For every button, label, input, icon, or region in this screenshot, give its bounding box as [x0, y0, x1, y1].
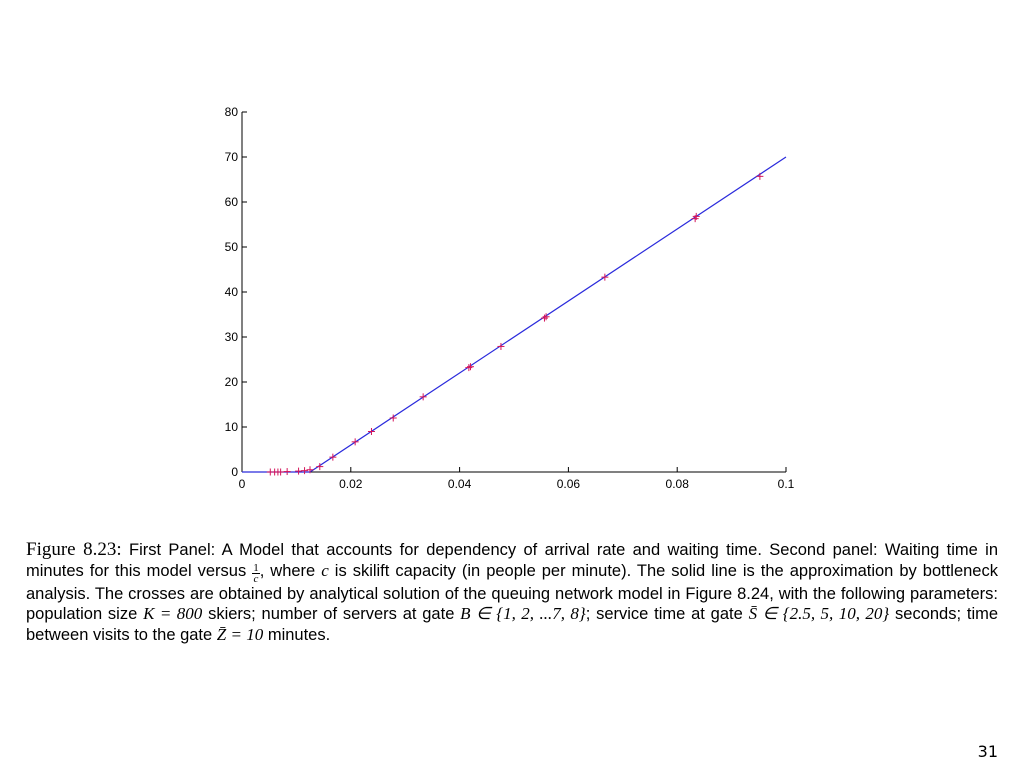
- caption-text-6: seconds; time between visits to the gate: [26, 605, 999, 644]
- caption-text-1: First Panel: A Model that accounts for dependency of arrival rate and waiting time. Second panel: Waiting time in minutes for this model versus: [26, 541, 998, 580]
- math-c: c: [321, 560, 329, 580]
- caption-text-7: minutes.: [267, 625, 331, 644]
- fraction-numerator: 1: [253, 561, 259, 574]
- y-tick-label: 30: [224, 330, 238, 344]
- y-tick-label: 0: [231, 465, 238, 479]
- y-tick-label: 80: [224, 105, 238, 119]
- slide-number: 31: [977, 742, 998, 761]
- x-tick-label: 0.02: [339, 477, 363, 491]
- math-k: K = 800: [143, 604, 203, 623]
- fraction-denominator: c: [253, 572, 259, 585]
- y-tick-label: 10: [224, 420, 238, 434]
- cross-marker: [284, 468, 291, 475]
- math-s: S̄ ∈ {2.5, 5, 10, 20}: [748, 604, 890, 623]
- caption-text-5: ; service time at gate: [585, 605, 743, 623]
- y-tick-label: 40: [224, 285, 238, 299]
- cross-marker: [756, 173, 763, 180]
- y-tick-label: 60: [224, 195, 238, 209]
- caption-text-3: is skilift capacity (in people per minute). The solid line is the approximation by bottleneck analysis. The crosses are obtained by analytical solution of the queuing network model in Figure 8.24, with the following parameters: population size: [26, 561, 998, 623]
- math-z: Z̄ = 10: [216, 624, 264, 644]
- figure-caption: [26, 540, 998, 645]
- y-tick-label: 50: [224, 240, 238, 254]
- bottleneck-approximation-line: [242, 157, 786, 472]
- caption-text-4: skiers; number of servers at gate: [208, 605, 455, 623]
- math-b: B ∈ {1, 2, ...7, 8}: [460, 604, 586, 623]
- cross-marker: [301, 467, 308, 474]
- x-tick-label: 0.06: [556, 477, 581, 491]
- fraction-one-over-c: [252, 563, 260, 584]
- x-tick-label: 0.08: [665, 477, 689, 491]
- cross-marker: [295, 468, 302, 475]
- y-tick-label: 20: [224, 375, 238, 389]
- x-tick-label: 0.1: [777, 477, 795, 491]
- caption-text-2: , where: [259, 561, 316, 580]
- figure-label: Figure 8.23:: [26, 539, 122, 560]
- x-tick-label: 0: [238, 477, 246, 491]
- x-tick-label: 0.04: [447, 477, 472, 491]
- y-tick-label: 70: [224, 150, 238, 164]
